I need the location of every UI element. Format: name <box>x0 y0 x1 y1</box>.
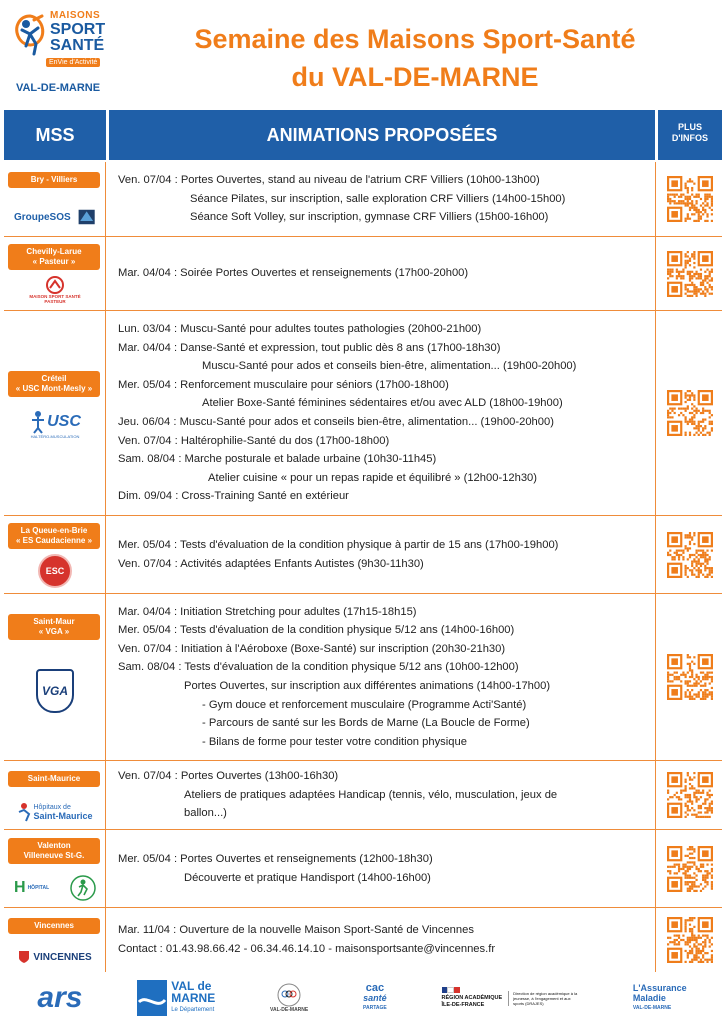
page-title <box>120 20 710 96</box>
vdm-text-1: VAL de <box>171 979 212 993</box>
vga-logo-text: VGA <box>41 684 68 698</box>
column-header-info-line2: D'INFOS <box>671 133 709 143</box>
animation-line: Sam. 08/04 : Tests d'évaluation de la condition physique 5/12 ans (10h00-12h00) <box>118 661 519 674</box>
table-row-bry-villiers <box>4 162 722 237</box>
column-header-info-line1: PLUS <box>677 122 702 132</box>
mss-badge-line2: Villeneuve St-G. <box>23 851 85 860</box>
title-line-1: Semaine des Maisons Sport-Santé <box>194 24 636 54</box>
animation-line: Mar. 04/04 : Soirée Portes Ouvertes et renseignements (17h00-20h00) <box>118 267 469 280</box>
mss-badge: Bry - Villiers <box>8 172 100 188</box>
logo-sport-text: SPORT <box>50 21 106 38</box>
animation-line: Portes Ouvertes, sur inscription aux différentes animations (14h00-17h00) <box>184 680 551 692</box>
animation-line: Mar. 04/04 : Danse-Santé et expression, tout public dès 8 ans (17h00-18h30) <box>118 341 501 354</box>
qr-code[interactable] <box>667 390 713 436</box>
qr-cell <box>658 594 722 760</box>
qr-cell <box>658 162 722 236</box>
cac-text-1: cac <box>365 982 385 994</box>
esc-logo-text: ESC <box>45 566 65 576</box>
animation-line: Sam. 08/04 : Marche posturale et balade urbaine (10h30-11h45) <box>118 453 437 466</box>
qr-pattern <box>667 176 713 222</box>
animations-cell <box>108 908 656 972</box>
hopitaux-figure-icon <box>17 802 31 822</box>
animation-line: Ven. 07/04 : Initiation à l'Aéroboxe (Boxe-Santé) sur inscription (20h30-21h30) <box>118 642 506 655</box>
mss-badge <box>8 244 100 270</box>
animation-line: Découverte et pratique Handisport (14h00-16h00) <box>184 871 431 884</box>
column-header-animations: ANIMATIONS PROPOSÉES <box>109 110 655 160</box>
animation-line: Atelier cuisine « pour un repas rapide et équilibré » (12h00-12h30) <box>208 471 537 484</box>
mss-badge-line1: Valenton <box>37 841 71 850</box>
cac-text-3: PARTAGE <box>363 1005 387 1011</box>
logo-tagline: EnVie d'Activité <box>46 58 100 67</box>
maisons-sport-sante-logo <box>10 8 110 100</box>
qr-code[interactable] <box>667 772 713 818</box>
hopitaux-text-1: Hôpitaux de <box>33 804 71 811</box>
qr-cell <box>658 830 722 907</box>
table-row-la-queue-en-brie <box>4 516 722 594</box>
pasteur-logo-text: MAISON SPORT SANTÉ PASTEUR <box>29 294 81 304</box>
animation-line: Ven. 07/04 : Activités adaptées Enfants Autistes (9h30-11h30) <box>118 557 424 570</box>
mss-cell <box>4 908 106 972</box>
qr-cell <box>658 311 722 515</box>
animation-line: Ven. 07/04 : Haltérophilie-Santé du dos (17h00-18h00) <box>118 434 390 447</box>
qr-code[interactable] <box>667 917 713 963</box>
animation-line: Mar. 11/04 : Ouverture de la nouvelle Maison Sport-Santé de Vincennes <box>118 924 474 937</box>
drajes-text: Direction de région académique à la jeunesse, à l'engagement et aux sports (DRAJES) <box>508 991 578 1006</box>
mss-cell <box>4 162 106 236</box>
mss-cell <box>4 594 106 760</box>
vincennes-logo-text: VINCENNES <box>33 951 92 963</box>
title-line-2: du VAL-DE-MARNE <box>291 62 539 92</box>
qr-pattern <box>667 532 713 578</box>
region-text-1: RÉGION ACADÉMIQUE <box>441 995 503 1001</box>
cac-sante-logo <box>363 978 387 1018</box>
table-row-saint-maurice <box>4 761 722 830</box>
column-header-mss: MSS <box>4 110 106 160</box>
mss-badge-line2: « ES Caudacienne » <box>15 536 93 545</box>
animations-cell <box>108 162 656 236</box>
hopitaux-saint-maurice-logo <box>14 797 96 827</box>
animation-line: Mer. 05/04 : Renforcement musculaire pour séniors (17h00-18h00) <box>118 378 449 391</box>
logo-maisons-text: MAISONS <box>50 10 101 21</box>
ars-logo <box>37 978 82 1018</box>
usc-figure-icon <box>29 410 47 434</box>
animation-line: Lun. 03/04 : Muscu-Santé pour adultes toutes pathologies (20h00-21h00) <box>118 323 482 336</box>
qr-code[interactable] <box>667 846 713 892</box>
animation-line: Mar. 04/04 : Initiation Stretching pour adultes (17h15-18h15) <box>118 605 417 618</box>
animation-line: - Parcours de santé sur les Bords de Marne (La Boucle de Forme) <box>202 717 530 730</box>
table-row-creteil <box>4 311 722 516</box>
qr-pattern <box>667 772 713 818</box>
hopitaux-text-2: Saint-Maurice <box>33 811 93 821</box>
qr-pattern <box>667 390 713 436</box>
val-de-marne-wave-icon <box>137 980 167 1016</box>
mss-badge: Saint-Maurice <box>8 771 100 787</box>
mss-badge-line1: La Queue-en-Brie <box>20 526 88 535</box>
valenton-logos <box>14 872 96 904</box>
runner-figure-icon <box>12 12 48 62</box>
animation-line: Séance Pilates, sur inscription, salle exploration CRF Villiers (14h00-15h00) <box>190 192 566 205</box>
mss-badge <box>8 523 100 549</box>
animation-line: - Bilans de forme pour tester votre condition physique <box>202 735 467 748</box>
column-header-info <box>658 110 722 160</box>
animations-cell <box>108 594 656 760</box>
animations-cell <box>108 237 656 310</box>
animations-cell <box>108 830 656 907</box>
table-row-valenton <box>4 830 722 908</box>
mss-badge-line2: « USC Mont-Mesly » <box>15 384 93 393</box>
logo-sante-text: SANTÉ <box>50 37 105 54</box>
animation-line: Atelier Boxe-Santé féminines sédentaires et/ou avec ALD (18h00-19h00) <box>202 397 563 410</box>
vdm-text-3: Le Département <box>171 1007 215 1013</box>
mss-cell <box>4 830 106 907</box>
animation-line: Jeu. 06/04 : Muscu-Santé pour ados et conseils bien-être, alimentation... (19h00-20h00) <box>118 416 554 428</box>
mss-cell <box>4 516 106 593</box>
assurance-text-1: L'Assurance <box>632 983 687 993</box>
animation-line: Mer. 05/04 : Tests d'évaluation de la condition physique à partir de 15 ans (17h00-19h00) <box>118 538 559 551</box>
qr-cell <box>658 516 722 593</box>
qr-pattern <box>667 917 713 963</box>
qr-code[interactable] <box>667 176 713 222</box>
table-row-chevilly-larue <box>4 237 722 311</box>
mss-badge-line2: « Pasteur » <box>32 257 76 266</box>
vincennes-crest-icon <box>18 950 30 964</box>
animation-line: Ven. 07/04 : Portes Ouvertes, stand au niveau de l'atrium CRF Villiers (10h00-13h00) <box>118 174 540 187</box>
qr-code[interactable] <box>667 251 713 297</box>
assurance-text-3: VAL-DE-MARNE <box>632 1005 672 1011</box>
usc-logo-text: USC <box>47 412 81 430</box>
partner-logos-footer <box>0 972 724 1024</box>
logo-department: VAL-DE-MARNE <box>15 82 101 94</box>
animation-line: - Gym douce et renforcement musculaire (Programme Acti'Santé) <box>202 698 527 711</box>
crf-logo-icon <box>77 206 96 228</box>
animation-line: ballon...) <box>184 807 227 820</box>
region-text-2: ÎLE-DE-FRANCE <box>441 1002 485 1008</box>
pasteur-logo <box>14 273 96 307</box>
usc-logo-subtext: HALTÉRO-MUSCULATION <box>30 433 80 439</box>
region-academique-logo <box>442 978 579 1018</box>
qr-code[interactable] <box>667 654 713 700</box>
cdos-text: VAL-DE-MARNE <box>270 1007 309 1013</box>
mss-badge: Vincennes <box>8 918 100 934</box>
hopital-h-icon: H <box>14 879 26 896</box>
groupe-sos-logo <box>14 202 96 232</box>
assurance-text-2: Maladie <box>632 993 666 1003</box>
animation-line: Ateliers de pratiques adaptées Handicap (tennis, vélo, musculation, jeux de <box>184 788 558 801</box>
cdos-logo <box>270 978 308 1018</box>
mss-badge <box>8 614 100 640</box>
mss-badge-line1: Chevilly-Larue <box>26 247 82 256</box>
qr-pattern <box>667 251 713 297</box>
vga-logo <box>14 666 96 716</box>
animation-line: Ven. 07/04 : Portes Ouvertes (13h00-16h30) <box>118 770 339 783</box>
animations-cell <box>108 311 656 515</box>
table-row-vincennes <box>4 908 722 972</box>
mss-badge-line1: Saint-Maur <box>33 617 75 626</box>
mss-badge-line2: « VGA » <box>38 627 70 636</box>
hopital-logo-text: HÔPITAL <box>27 885 50 891</box>
animation-line: Contact : 01.43.98.66.42 - 06.34.46.14.10 - maisonsportsante@vincennes.fr <box>118 943 496 955</box>
olympic-rings-icon <box>277 983 301 1007</box>
assurance-maladie-logo <box>633 978 687 1018</box>
mss-badge-line1: Créteil <box>41 374 67 383</box>
qr-cell <box>658 761 722 829</box>
animations-cell <box>108 516 656 593</box>
groupe-sos-text: GroupeSOS <box>14 211 71 223</box>
animation-line: Muscu-Santé pour ados et conseils bien-être, alimentation... (19h00-20h00) <box>202 360 577 373</box>
mss-cell <box>4 761 106 829</box>
animation-line: Dim. 09/04 : Cross-Training Santé en extérieur <box>118 490 349 503</box>
qr-pattern <box>667 654 713 700</box>
animation-line: Mer. 05/04 : Portes Ouvertes et renseignements (12h00-18h30) <box>118 852 433 865</box>
qr-cell <box>658 237 722 310</box>
qr-code[interactable] <box>667 532 713 578</box>
usc-logo <box>14 403 96 445</box>
animation-line: Mer. 05/04 : Tests d'évaluation de la condition physique 5/12 ans (14h00-16h00) <box>118 624 515 637</box>
page-header <box>0 0 724 106</box>
animation-line: Séance Soft Volley, sur inscription, gymnase CRF Villiers (15h00-16h00) <box>190 211 549 224</box>
mss-badge <box>8 371 100 397</box>
mss-cell <box>4 237 106 310</box>
qr-cell <box>658 908 722 972</box>
val-de-marne-logo <box>137 978 215 1018</box>
mss-badge <box>8 838 100 864</box>
handisport-icon <box>70 875 96 901</box>
cac-text-2: santé <box>363 993 387 1003</box>
table-row-saint-maur <box>4 594 722 761</box>
ars-logo-text: ars <box>37 981 83 1014</box>
qr-pattern <box>667 846 713 892</box>
mss-cell <box>4 311 106 515</box>
pasteur-runner-icon <box>44 276 66 294</box>
animations-cell <box>108 761 656 829</box>
esc-logo <box>14 552 96 590</box>
vincennes-logo <box>14 946 96 968</box>
vdm-text-2: MARNE <box>171 991 216 1005</box>
